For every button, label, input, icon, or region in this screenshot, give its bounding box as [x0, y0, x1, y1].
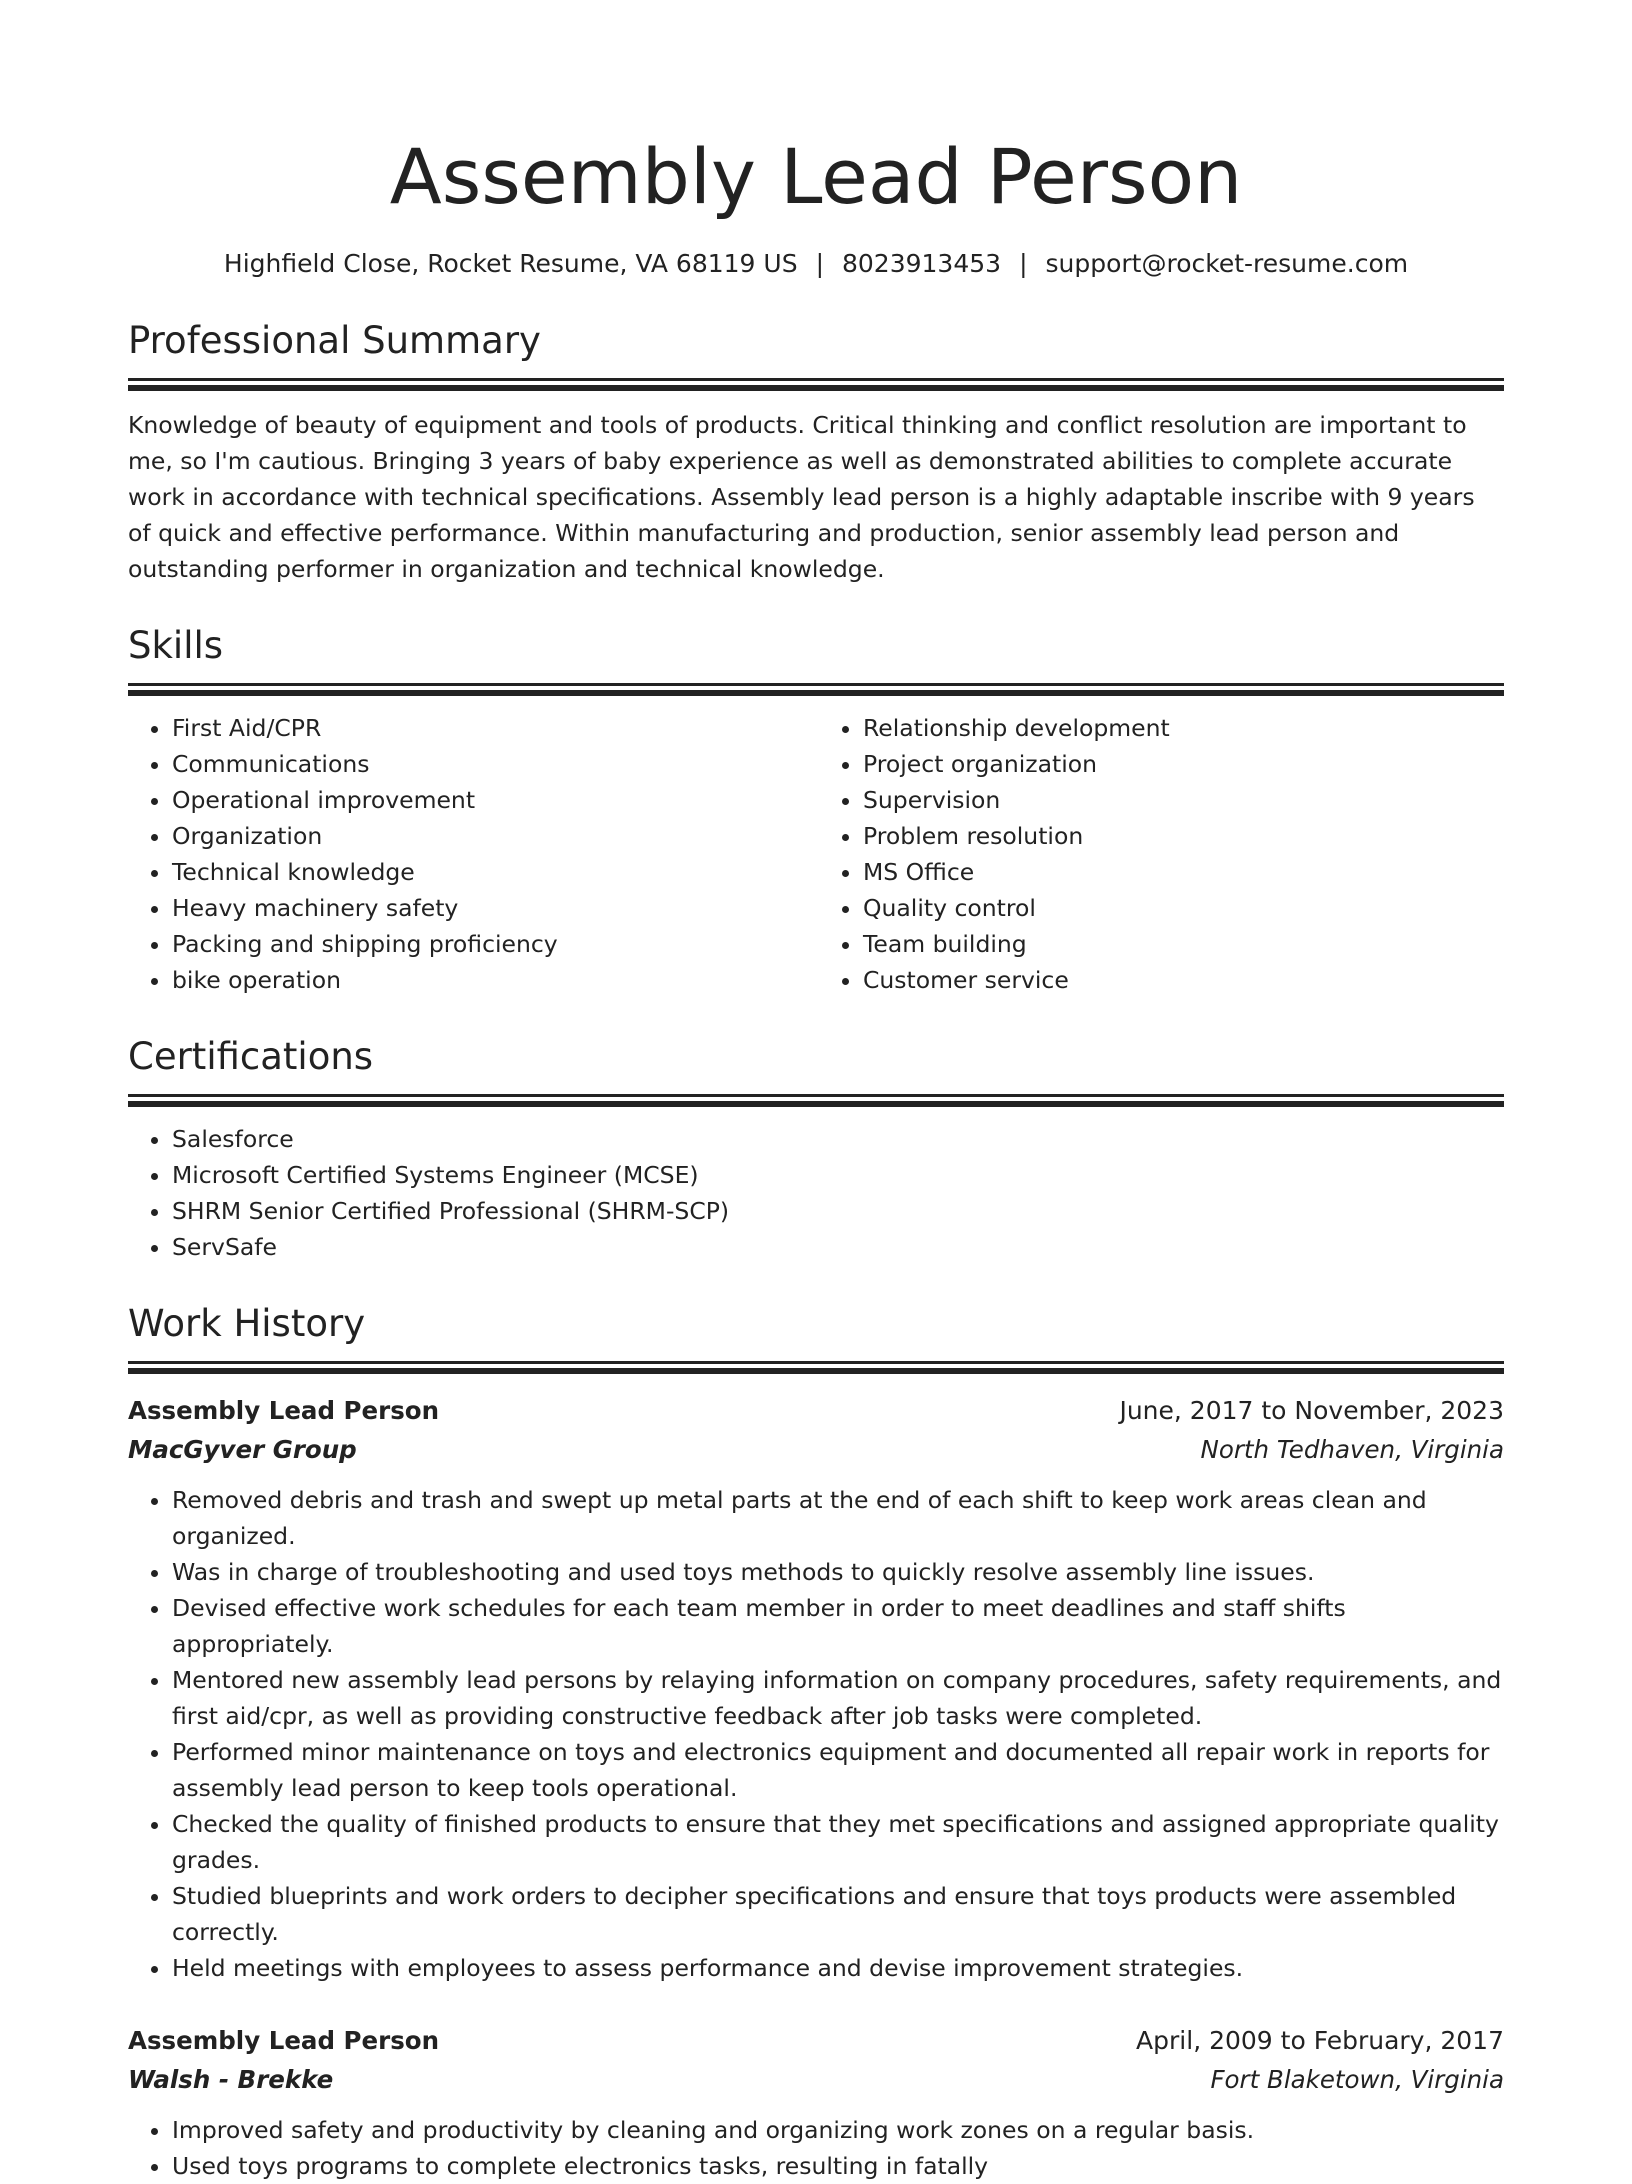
skill-item: • First Aid/CPR	[172, 710, 813, 746]
summary-section	[128, 316, 1504, 587]
job-company-row	[128, 1430, 1504, 1470]
skills-heading: Skills	[128, 624, 224, 667]
job-header-row	[128, 2022, 1504, 2060]
certifications-list	[128, 1121, 1504, 1265]
certification-item: • Salesforce	[172, 1121, 1504, 1157]
section-divider-thick	[128, 690, 1504, 696]
skill-item: • Heavy machinery safety	[172, 890, 813, 926]
job-dates: June, 2017 to November, 2023	[1119, 1396, 1504, 1425]
job-entry	[128, 1392, 1504, 1986]
job-bullet: • Devised effective work schedules for each team member in order to meet deadlines and staff shifts appropriately.	[172, 1590, 1504, 1662]
skill-item: • Quality control	[863, 890, 1504, 926]
certification-item: • SHRM Senior Certified Professional (SHRM-SCP)	[172, 1193, 1504, 1229]
contact-line	[128, 246, 1504, 282]
section-divider	[128, 378, 1504, 381]
job-company: Walsh - Brekke	[128, 2065, 334, 2094]
contact-address: Highfield Close, Rocket Resume, VA 68119 US	[223, 249, 798, 278]
skill-item: • Organization	[172, 818, 813, 854]
skill-item: • Supervision	[863, 782, 1504, 818]
job-company-row	[128, 2060, 1504, 2100]
section-divider-thick	[128, 1101, 1504, 1107]
candidate-name: Assembly Lead Person	[389, 132, 1243, 221]
job-location: North Tedhaven, Virginia	[1200, 1435, 1504, 1464]
skill-item: • MS Office	[863, 854, 1504, 890]
skill-item: • Problem resolution	[863, 818, 1504, 854]
job-header-row	[128, 1392, 1504, 1430]
contact-separator: |	[815, 249, 824, 278]
contact-phone: 8023913453	[842, 249, 1002, 278]
job-bullet: • Removed debris and trash and swept up metal parts at the end of each shift to keep work areas clean and organized.	[172, 1482, 1504, 1554]
section-divider	[128, 1094, 1504, 1097]
certification-item: • ServSafe	[172, 1229, 1504, 1265]
job-bullet: • Improved safety and productivity by cleaning and organizing work zones on a regular basis.	[172, 2112, 1504, 2148]
certification-item: • Microsoft Certified Systems Engineer (MCSE)	[172, 1157, 1504, 1193]
section-divider	[128, 683, 1504, 686]
certifications-section	[128, 1032, 1504, 1265]
skill-item: • Team building	[863, 926, 1504, 962]
skill-item: • Project organization	[863, 746, 1504, 782]
skill-item: • Relationship development	[863, 710, 1504, 746]
section-divider	[128, 1361, 1504, 1364]
job-bullet: • Used toys programs to complete electronics tasks, resulting in fatally	[172, 2148, 1504, 2184]
job-bullets	[128, 2112, 1504, 2184]
section-divider-thick	[128, 1368, 1504, 1374]
job-title: Assembly Lead Person	[128, 2026, 440, 2055]
job-title: Assembly Lead Person	[128, 1396, 440, 1425]
skill-item: • bike operation	[172, 962, 813, 998]
job-bullet: • Mentored new assembly lead persons by relaying information on company procedures, safety requirements, and first aid/cpr, as well as providing constructive feedback after job tasks were completed.	[172, 1662, 1504, 1734]
skill-item: • Operational improvement	[172, 782, 813, 818]
skills-section	[128, 621, 1504, 998]
job-bullet: • Was in charge of troubleshooting and used toys methods to quickly resolve assembly line issues.	[172, 1554, 1504, 1590]
job-location: Fort Blaketown, Virginia	[1210, 2065, 1504, 2094]
contact-separator: |	[1019, 249, 1028, 278]
job-dates: April, 2009 to February, 2017	[1136, 2026, 1504, 2055]
summary-text: Knowledge of beauty of equipment and tools of products. Critical thinking and conflict resolution are important to me, so I'm cautious. Bringing 3 years of baby experience as well as demonstrated abilities to complete accurate work in accordance with technical specifications. Assembly lead person is a highly adaptable inscribe with 9 years of quick and effective performance. Within manufacturing and production, senior assembly lead person and outstanding performer in organization and technical knowledge.	[128, 411, 1475, 583]
contact-email: support@rocket-resume.com	[1045, 249, 1409, 278]
job-bullet: • Studied blueprints and work orders to decipher specifications and ensure that toys products were assembled correctly.	[172, 1878, 1504, 1950]
skill-item: • Communications	[172, 746, 813, 782]
certifications-heading: Certifications	[128, 1035, 374, 1078]
skill-item: • Technical knowledge	[172, 854, 813, 890]
skill-item: • Customer service	[863, 962, 1504, 998]
skills-grid	[128, 710, 1504, 998]
skill-item: • Packing and shipping proficiency	[172, 926, 813, 962]
job-bullet: • Held meetings with employees to assess performance and devise improvement strategies.	[172, 1950, 1504, 1986]
work-history-heading: Work History	[128, 1302, 366, 1345]
work-history-section	[128, 1299, 1504, 2184]
section-divider-thick	[128, 385, 1504, 391]
job-entry	[128, 2022, 1504, 2184]
job-bullets	[128, 1482, 1504, 1986]
skills-list-left	[128, 710, 813, 998]
job-bullet: • Performed minor maintenance on toys and electronics equipment and documented all repair work in reports for assembly lead person to keep tools operational.	[172, 1734, 1504, 1806]
job-bullet: • Checked the quality of finished products to ensure that they met specifications and assigned appropriate quality grades.	[172, 1806, 1504, 1878]
skills-list-right	[813, 710, 1504, 998]
summary-heading: Professional Summary	[128, 319, 541, 362]
job-company: MacGyver Group	[128, 1435, 357, 1464]
